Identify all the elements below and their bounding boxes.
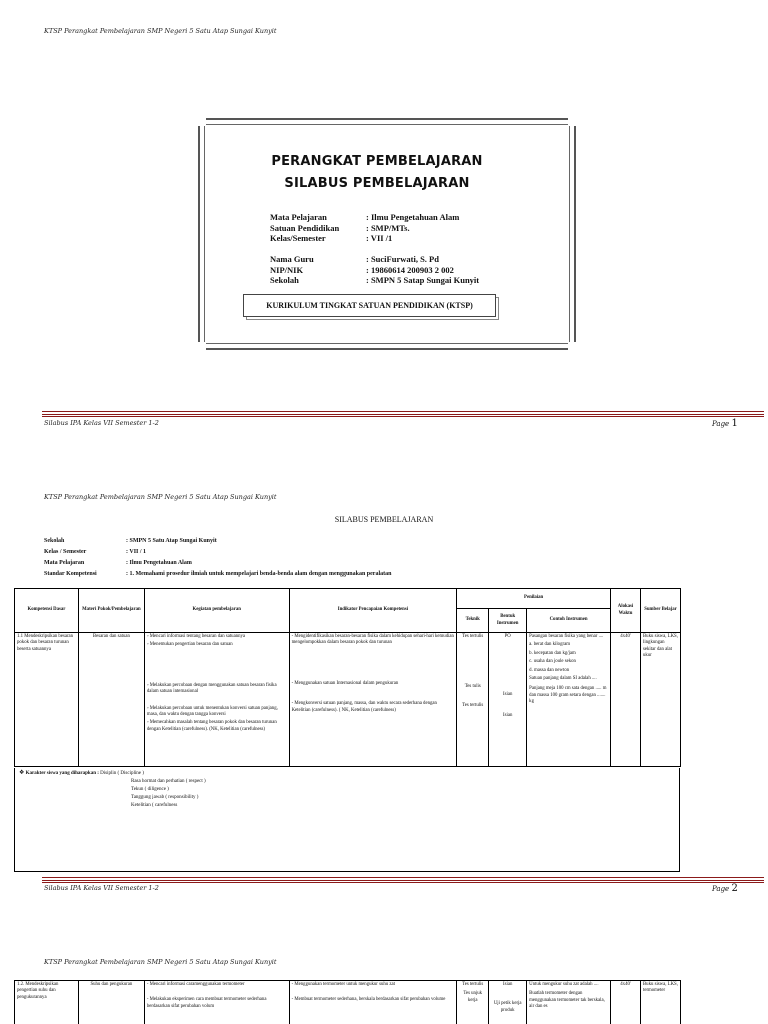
info-value: : SMP/MTs. [366,222,410,233]
cell-alokasi: 4x40' [611,633,641,767]
cell-contoh: Untuk mengukur suhu zat adalah .... Buatlah termometer dengan menggunakan termometer tak berskala, air dan es [527,981,611,1024]
table-row [15,981,681,1024]
info-label: Mata Pelajaran [270,212,327,222]
syllabus-table-continued [14,980,681,1024]
col-sumber: Sumber Belajar [640,589,680,633]
cell-kompetensi: 1.2. Mendeskripsikan pengertian suhu dan pengukurannya [15,981,79,1024]
col-penilaian: Penilaian [457,589,611,609]
cell-indikator: - Menggunakan termometer untuk mengukur suhu zat - Membuat termometer sederhana, berskala berdasarkan sifat perubahan volume [289,981,457,1024]
cell-bentuk: Isian Uji petik kerja produk [489,981,527,1024]
cell-kegiatan: - Mencari informasi caramenggunakan termometer - Melakukan eksperimen cara membuat termometer sederhana berdasarkan sifat perubahan volum [144,981,289,1024]
info-value: : SMPN 5 Satap Sungai Kunyit [366,275,480,286]
cell-alokasi: 4x40' [611,981,641,1024]
cell-sumber: Buku siswa, LKS, lingkungan sekitar dan alat ukur [640,633,680,767]
cover-info-group2 [270,254,479,286]
info-row [270,223,459,234]
col-teknik: Teknik [457,609,489,633]
cell-contoh: Pasangan besaran fisika yang benar .... a. berat dan kilogram b. kecepatan dan kg/jam c. usaha dan joule sekon d. massa dan newton Satuan panjang dalam SI adalah .... Panjang meja 100 cm sata dengan ..... m dan massa 100 gram setara dengan ....... kg [527,633,611,767]
syllabus-title: SILABUS PEMBELAJARAN [334,515,434,524]
page-footer: Silabus IPA Kelas VII Semester 1-2 [44,884,159,892]
info-value: : SuciFurwati, S. Pd [366,254,439,264]
karakter-item: Tanggung jawab ( responsibility ) [131,795,199,800]
meta-row: Kelas / Semester : VII / 1 [44,549,147,555]
meta-row: Mata Pelajaran : Ilmu Pengetahuan Alam [44,560,192,566]
cell-teknik: Tes tertulis Tes tulis Tes tertulis [457,633,489,767]
page-header: KTSP Perangkat Pembelajaran SMP Negeri 5 Satu Atap Sungai Kunyit [44,493,277,501]
syllabus-meta [44,536,391,580]
curriculum-box: KURIKULUM TINGKAT SATUAN PENDIDIKAN (KTSP) [243,294,496,317]
karakter-item: Ketelitian ( carefulness [131,803,178,808]
col-kompetensi: Kompetensi Dasar [15,589,79,633]
syllabus-table [14,588,681,767]
cover-title-1: PERANGKAT PEMBELAJARAN [271,154,483,169]
page-header: KTSP Perangkat Pembelajaran SMP Negeri 5 Satu Atap Sungai Kunyit [44,958,277,966]
col-contoh: Contoh Instrumen [527,609,611,633]
info-label: Sekolah [270,275,299,286]
page-number: Page 2 [712,883,738,894]
info-label: Satuan Pendidikan [270,222,340,233]
info-row [270,212,459,223]
cover-info-group1 [270,212,459,244]
info-value: : 19860614 200903 2 002 [366,264,454,275]
cell-teknik: Tes tertulis Tes unjuk kerja [457,981,489,1024]
cell-sumber: Buku siswa, LKS, termometer [640,981,680,1024]
karakter-label: Karakter siswa yang diharapkan : [25,771,99,776]
col-alokasi: Alokasi Waktu [611,589,641,633]
info-label: Nama Guru [270,254,314,264]
karakter-item: Tekun ( diligence ) [131,787,169,792]
meta-row: Sekolah : SMPN 5 Satu Atap Sungai Kunyit [44,538,217,544]
info-label: Kelas/Semester [270,233,326,244]
info-label: NIP/NIK [270,264,304,275]
meta-row: Standar Kompetensi : 1. Memahami prosedur ilmiah untuk mempelajari benda-benda alam dengan menggunakan peralatan [44,571,392,577]
col-materi: Materi Pokok/Pembelajaran [78,589,144,633]
cell-kompetensi: 1.1 Mendeskripsikan besaran pokok dan besaran turunan beserta satuannya [15,633,79,767]
cell-indikator: - Mengidentifikasikan besaran-besaran fisika dalam kehidupan sehari-hari kemudian mengelompokkan dalam besaran pokok dan turunan - Menggunakan satuan Internasional dalam pengukuran - Mengkonversi satuan panjang, massa, dan waktu secara sederhana dengan Ketelitian (carefulness). ( NK, Ketelitian (carefulness) [289,633,457,767]
karakter-item: Disiplin ( Discipline ) [100,771,144,776]
karakter-box: ❖ Karakter siswa yang diharapkan : Disiplin ( Discipline ) Rasa hormat dan perhatian ( respect ) Tekun ( diligence ) Tanggung jawab ( responsibility ) Ketelitian ( carefulness [14,768,680,872]
info-value: : Ilmu Pengetahuan Alam [366,212,460,222]
footer-rule [42,411,764,417]
info-row [270,233,459,244]
cell-kegiatan: ▫ Mencari informasi tentang besaran dan satuannya ▫ Menemukan pengertian besaran dan satuan ▫ Melakukan percobaan dengan menggunakan satuan besaran fisika dalam satuan internasional ▫ Melakukan percobaan untuk menentukan konversi satuan panjang, masa, dan waktu dengan tangga konversi ▫ Memecahkan masalah tentang besaran pokok dan besaran turunan dengan Ketelitian (carefulness). (NK, Ketelitian (carefulness) [144,633,289,767]
table-row [15,633,681,767]
cover-title-2: SILABUS PEMBELAJARAN [284,176,470,191]
cell-materi: Suhu dan pengukuran [78,981,144,1024]
col-kegiatan: Kegiatan pembelajaran [144,589,289,633]
info-row [270,254,479,265]
page-number: Page 1 [712,418,738,429]
page-footer: Silabus IPA Kelas VII Semester 1-2 [44,419,159,427]
info-row [270,265,479,276]
cell-materi: Besaran dan satuan [78,633,144,767]
page-header: KTSP Perangkat Pembelajaran SMP Negeri 5 Satu Atap Sungai Kunyit [44,27,277,35]
info-row [270,275,479,286]
info-value: : VII /1 [366,233,393,244]
cell-bentuk: PO Isian Isian [489,633,527,767]
footer-rule [42,877,764,883]
col-bentuk: Bentuk Instrumen [489,609,527,633]
col-indikator: Indikator Pencapaian Kompetensi [289,589,457,633]
karakter-item: Rasa hormat dan perhatian ( respect ) [131,779,206,784]
